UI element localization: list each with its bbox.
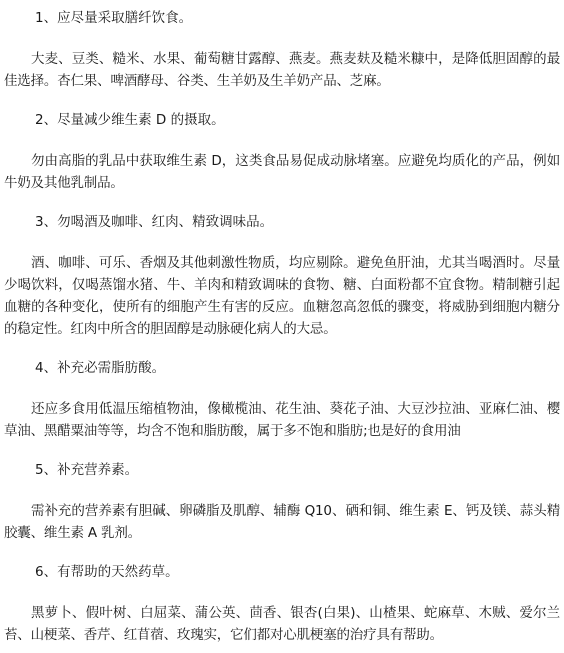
section-6-heading: 6、有帮助的天然药草。 [35,564,179,580]
section-6-body: 黑萝卜、假叶树、白屈菜、蒲公英、茴香、银杏(白果)、山楂果、蛇麻草、木贼、爱尔兰苔、山梗菜、香芹、红苜蓿、玫瑰实，它们都对心肌梗塞的治疗具有帮助。 [4,605,560,643]
section-5-heading: 5、补充营养素。 [35,462,139,478]
section-2-heading: 2、尽量减少维生素 D 的摄取。 [35,112,225,128]
section-2-body: 勿由高脂的乳品中获取维生素 D，这类食品易促成动脉堵塞。应避免均质化的产品，例如牛奶及其他乳制品。 [4,153,560,191]
section-4-body: 还应多食用低温压缩植物油，像橄榄油、花生油、葵花子油、大豆沙拉油、亚麻仁油、樱草油、黑醋粟油等等，均含不饱和脂肪酸，属于多不饱和脂肪;也是好的食用油 [4,401,560,439]
section-1-body: 大麦、豆类、糙米、水果、葡萄糖甘露醇、燕麦。燕麦麸及糙米糠中，是降低胆固醇的最佳选择。杏仁果、啤酒酵母、谷类、生羊奶及生羊奶产品、芝麻。 [4,51,560,89]
section-5-body: 需补充的营养素有胆碱、卵磷脂及肌醇、辅酶 Q10、硒和铜、维生素 E、钙及镁、蒜头精胶囊、维生素 A 乳剂。 [4,503,560,541]
section-3-body: 酒、咖啡、可乐、香烟及其他刺激性物质，均应剔除。避免鱼肝油，尤其当喝酒时。尽量少喝饮料，仅喝蒸馏水猪、牛、羊肉和精致调味的食物、糖、白面粉都不宜食物。精制糖引起血糖的各种变化，使所有的细胞产生有害的反应。血糖忽高忽低的骤变，将威胁到细胞内糖分的稳定性。红肉中所含的胆固醇是动脉硬化病人的大忌。 [4,255,560,337]
section-1-heading: 1、应尽量采取膳纤饮食。 [35,10,193,26]
section-4-heading: 4、补充必需脂肪酸。 [35,360,166,376]
section-3-heading: 3、勿喝酒及咖啡、红肉、精致调味品。 [35,214,274,230]
